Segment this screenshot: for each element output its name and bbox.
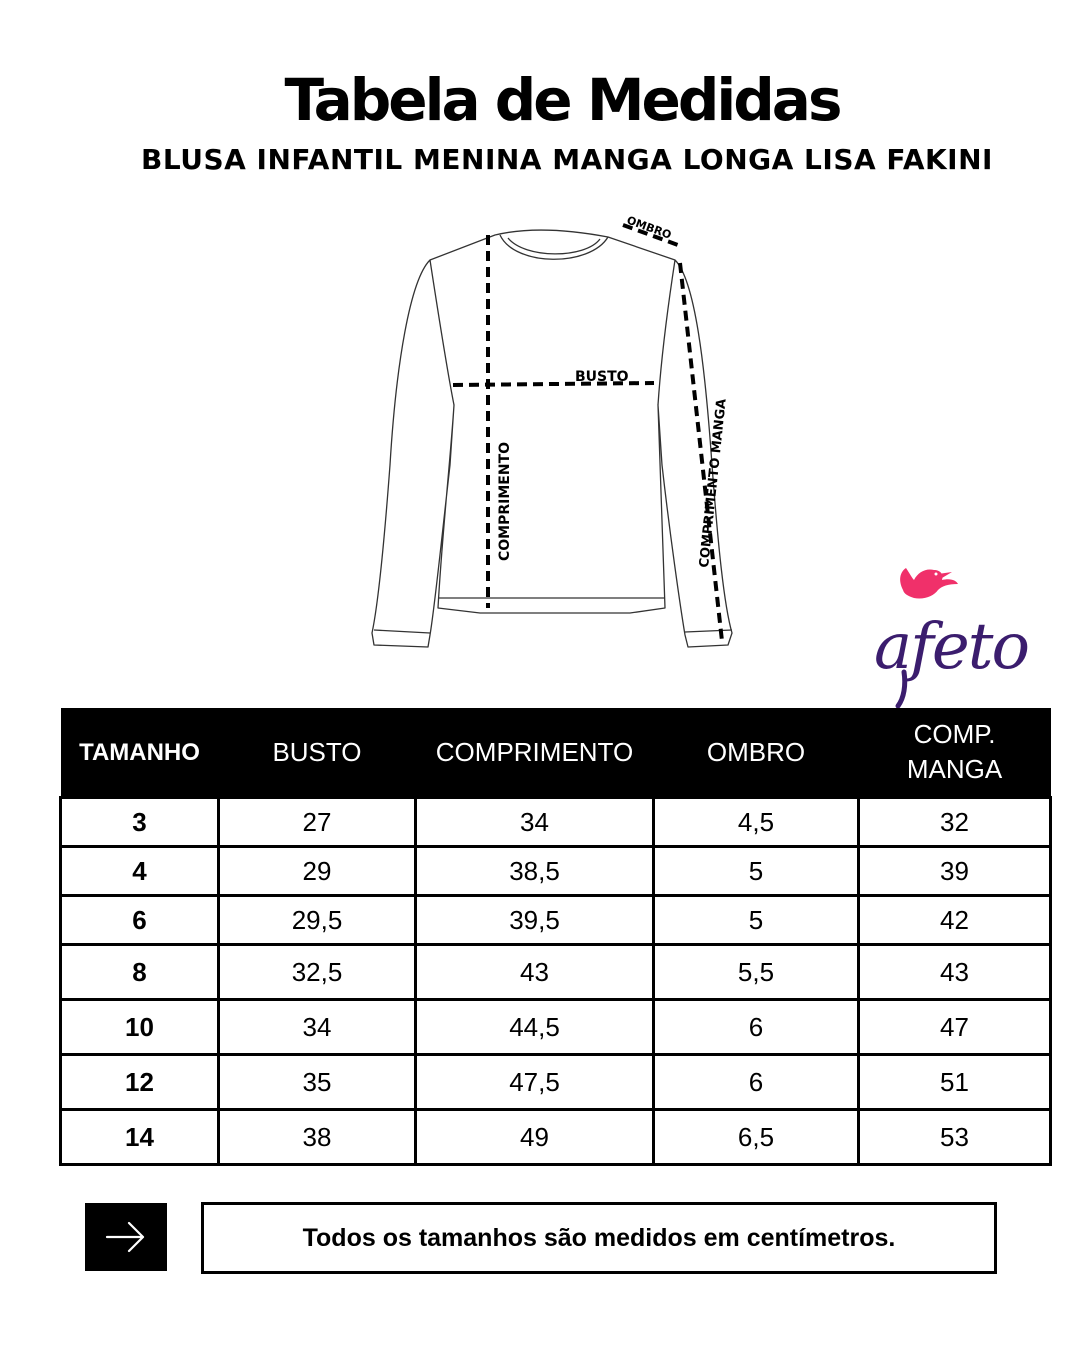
cell-ombro: 5 — [654, 896, 859, 945]
table-header-row — [61, 708, 1051, 798]
cell-comp-manga: 42 — [859, 896, 1051, 945]
cell-busto: 35 — [219, 1055, 416, 1110]
label-busto: BUSTO — [575, 369, 629, 385]
page-title: Tabela de Medidas — [284, 66, 840, 134]
cell-comp-manga: 32 — [859, 798, 1051, 847]
cell-busto: 38 — [219, 1110, 416, 1165]
size-table — [59, 708, 1052, 1166]
cell-comp-manga: 47 — [859, 1000, 1051, 1055]
cell-comprimento: 47,5 — [416, 1055, 654, 1110]
label-comprimento-manga: COMPRIMENTO MANGA — [697, 398, 730, 569]
cell-tamanho: 4 — [61, 847, 219, 896]
cell-tamanho: 6 — [61, 896, 219, 945]
cell-comprimento: 43 — [416, 945, 654, 1000]
cell-comprimento: 44,5 — [416, 1000, 654, 1055]
header-tamanho: TAMANHO — [61, 708, 219, 798]
header-busto: BUSTO — [219, 708, 416, 798]
cell-busto: 27 — [219, 798, 416, 847]
cell-busto: 34 — [219, 1000, 416, 1055]
label-ombro: OMBRO — [624, 213, 674, 242]
measurement-note — [201, 1202, 997, 1274]
table-row — [61, 1000, 1051, 1055]
cell-ombro: 6 — [654, 1000, 859, 1055]
afeto-logo — [868, 560, 1046, 710]
header-ombro: OMBRO — [654, 708, 859, 798]
cell-comp-manga: 53 — [859, 1110, 1051, 1165]
cell-busto: 29,5 — [219, 896, 416, 945]
header-comp-manga: COMP. MANGA — [859, 708, 1051, 798]
table-row — [61, 798, 1051, 847]
cell-ombro: 6 — [654, 1055, 859, 1110]
arrow-right-icon — [105, 1220, 147, 1254]
product-subtitle: BLUSA INFANTIL MENINA MANGA LONGA LISA FAKINI — [141, 143, 993, 176]
table-row — [61, 896, 1051, 945]
table-row — [61, 945, 1051, 1000]
cell-tamanho: 8 — [61, 945, 219, 1000]
cell-comp-manga: 43 — [859, 945, 1051, 1000]
header-comprimento: COMPRIMENTO — [416, 708, 654, 798]
cell-ombro: 4,5 — [654, 798, 859, 847]
cell-comp-manga: 51 — [859, 1055, 1051, 1110]
bird-icon — [900, 568, 958, 599]
cell-comprimento: 34 — [416, 798, 654, 847]
cell-tamanho: 3 — [61, 798, 219, 847]
cell-comp-manga: 39 — [859, 847, 1051, 896]
cell-tamanho: 12 — [61, 1055, 219, 1110]
table-row — [61, 1055, 1051, 1110]
table-row — [61, 1110, 1051, 1165]
cell-tamanho: 10 — [61, 1000, 219, 1055]
cell-busto: 29 — [219, 847, 416, 896]
cell-tamanho: 14 — [61, 1110, 219, 1165]
cell-busto: 32,5 — [219, 945, 416, 1000]
arrow-button — [85, 1203, 167, 1271]
cell-comprimento: 49 — [416, 1110, 654, 1165]
shirt-diagram — [340, 205, 760, 665]
note-text: Todos os tamanhos são medidos em centímetros. — [302, 1223, 896, 1252]
label-comprimento: COMPRIMENTO — [497, 441, 513, 561]
logo-text: afeto — [874, 610, 1028, 684]
table-row — [61, 847, 1051, 896]
cell-comprimento: 38,5 — [416, 847, 654, 896]
cell-ombro: 5 — [654, 847, 859, 896]
shirt-outline — [372, 230, 732, 647]
cell-comprimento: 39,5 — [416, 896, 654, 945]
cell-ombro: 5,5 — [654, 945, 859, 1000]
cell-ombro: 6,5 — [654, 1110, 859, 1165]
collar — [500, 235, 608, 259]
